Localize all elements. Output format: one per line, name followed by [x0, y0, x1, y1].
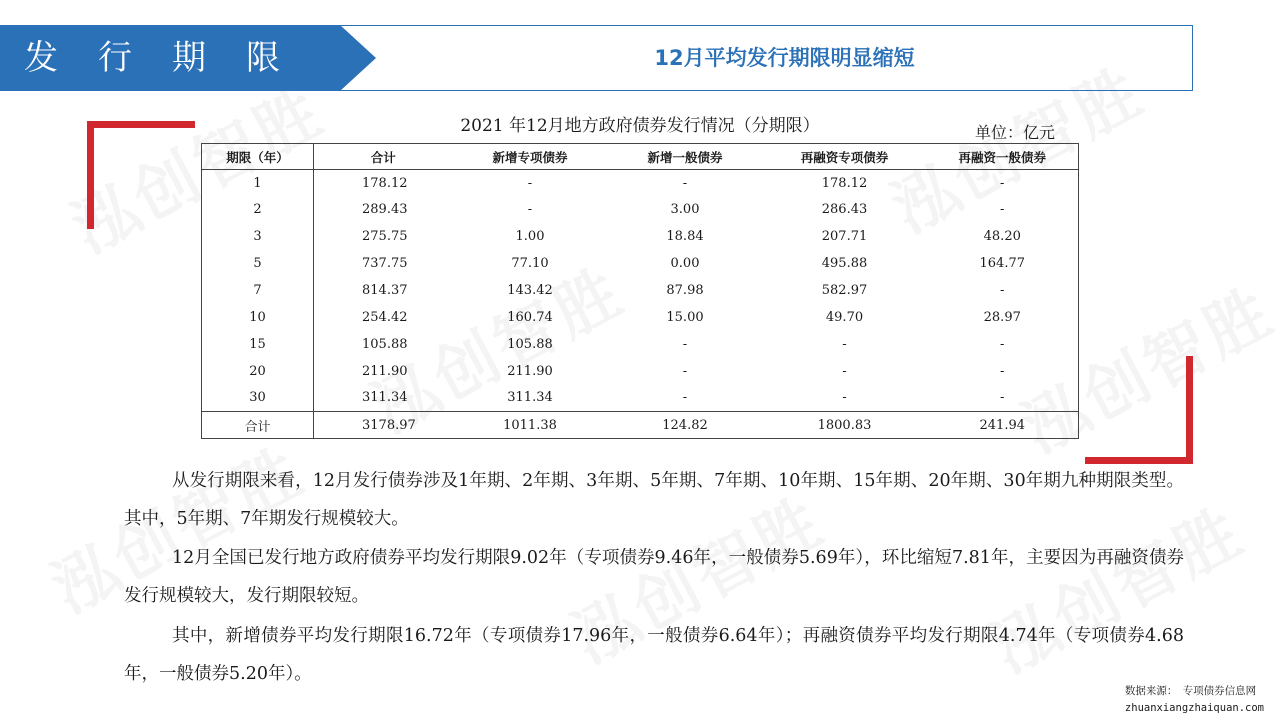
table-row — [202, 250, 1079, 277]
value-cell: 3.00 — [670, 202, 700, 218]
bond-issuance-table — [201, 143, 1079, 439]
value-cell: 48.20 — [983, 229, 1021, 245]
value-cell: - — [842, 390, 847, 406]
maturity-cell: 7 — [202, 277, 314, 304]
column-header: 期限（年） — [202, 144, 314, 170]
table-header-row — [202, 144, 1079, 170]
value-cell: 18.84 — [666, 229, 704, 245]
value-cell: - — [1000, 283, 1005, 298]
maturity-cell: 合计 — [202, 412, 314, 439]
maturity-cell: 15 — [202, 331, 314, 358]
table-row — [202, 331, 1079, 358]
corner-bracket-top-left-v — [87, 121, 94, 229]
value-cell: 178.12 — [821, 175, 868, 191]
value-cell: - — [682, 363, 688, 379]
value-cell: - — [1000, 336, 1005, 352]
value-cell: 1800.83 — [763, 412, 927, 439]
value-cell: 737.75 — [362, 256, 408, 272]
table-row — [202, 196, 1079, 223]
value-cell: 254.42 — [362, 309, 408, 325]
maturity-cell: 30 — [202, 385, 314, 412]
value-cell: 3178.97 — [314, 412, 453, 439]
data-source-label: 数据来源： 专项债券信息网 — [1124, 685, 1257, 697]
value-cell: 311.34 — [362, 390, 408, 406]
value-cell: 160.74 — [507, 309, 553, 325]
value-cell: 178.12 — [362, 175, 408, 191]
header-arrow — [340, 25, 376, 91]
value-cell: - — [682, 336, 688, 352]
value-cell: 582.97 — [821, 283, 868, 298]
value-cell: 495.88 — [821, 256, 868, 272]
table-row — [202, 170, 1079, 197]
value-cell: 105.88 — [507, 336, 553, 352]
value-cell: - — [682, 175, 688, 191]
value-cell: 207.71 — [821, 229, 868, 245]
value-cell: 289.43 — [362, 202, 408, 218]
value-cell: 311.34 — [507, 390, 553, 406]
column-header: 合计 — [314, 144, 453, 170]
value-cell: 28.97 — [983, 309, 1021, 325]
value-cell: - — [1000, 390, 1005, 406]
value-cell: - — [1000, 363, 1005, 379]
maturity-cell: 20 — [202, 358, 314, 385]
column-header: 再融资一般债券 — [927, 144, 1079, 170]
table-total-row — [202, 412, 1079, 439]
maturity-cell: 1 — [202, 170, 314, 197]
table-row — [202, 223, 1079, 250]
value-cell: - — [682, 390, 688, 406]
value-cell: - — [842, 336, 847, 352]
value-cell: 0.00 — [670, 256, 700, 272]
maturity-cell: 10 — [202, 304, 314, 331]
value-cell: 15.00 — [666, 309, 704, 325]
value-cell: 105.88 — [362, 336, 408, 352]
column-header: 再融资专项债券 — [763, 144, 927, 170]
table-row — [202, 304, 1079, 331]
corner-bracket-top-left-h — [87, 121, 195, 128]
maturity-cell: 3 — [202, 223, 314, 250]
value-cell: 211.90 — [507, 363, 553, 379]
value-cell: 124.82 — [608, 412, 763, 439]
value-cell: - — [1000, 175, 1005, 191]
value-cell: 49.70 — [825, 309, 864, 325]
data-source — [1125, 683, 1264, 717]
value-cell: 87.98 — [666, 283, 704, 298]
value-cell: 143.42 — [507, 283, 553, 298]
value-cell: - — [1000, 202, 1005, 218]
value-cell: 164.77 — [979, 256, 1025, 272]
table-title: 2021 年12月地方政府债券发行情况（分期限） — [460, 116, 820, 136]
value-cell: 241.94 — [927, 412, 1079, 439]
table-row — [202, 358, 1079, 385]
column-header: 新增一般债券 — [608, 144, 763, 170]
table-row — [202, 385, 1079, 412]
paragraph-maturity-types: 从发行期限来看，12月发行债券涉及1年期、2年期、3年期、5年期、7年期、10年期、15年期、20年期、30年期九种期限类型。其中，5年期、7年期发行规模较大。 — [124, 471, 1184, 529]
section-title: 发行期限 — [24, 38, 320, 78]
column-header: 新增专项债券 — [453, 144, 608, 170]
corner-bracket-bottom-right-v — [1186, 356, 1193, 464]
value-cell: - — [527, 175, 533, 191]
value-cell: 77.10 — [511, 256, 549, 272]
value-cell: 814.37 — [362, 283, 408, 298]
value-cell: 286.43 — [821, 202, 868, 218]
value-cell: 1011.38 — [453, 412, 608, 439]
data-source-url: zhuanxiangzhaiquan.com — [1124, 702, 1264, 714]
paragraph-average-maturity: 12月全国已发行地方政府债券平均发行期限9.02年（专项债券9.46年，一般债券5.69年），环比缩短7.81年，主要因为再融资债券发行规模较大，发行期限较短。 — [124, 548, 1184, 606]
value-cell: 211.90 — [362, 363, 408, 379]
maturity-cell: 5 — [202, 250, 314, 277]
page-subtitle: 12月平均发行期限明显缩短 — [654, 46, 915, 70]
value-cell: 1.00 — [515, 229, 545, 245]
paragraph-new-vs-refinancing: 其中，新增债券平均发行期限16.72年（专项债券17.96年，一般债券6.64年）；再融资债券平均发行期限4.74年（专项债券4.68年，一般债券5.20年）。 — [124, 626, 1184, 684]
table-row — [202, 277, 1079, 304]
value-cell: 275.75 — [362, 229, 408, 245]
value-cell: - — [527, 202, 533, 218]
table-unit: 单位：亿元 — [975, 123, 1056, 142]
maturity-cell: 2 — [202, 196, 314, 223]
value-cell: - — [842, 363, 847, 379]
